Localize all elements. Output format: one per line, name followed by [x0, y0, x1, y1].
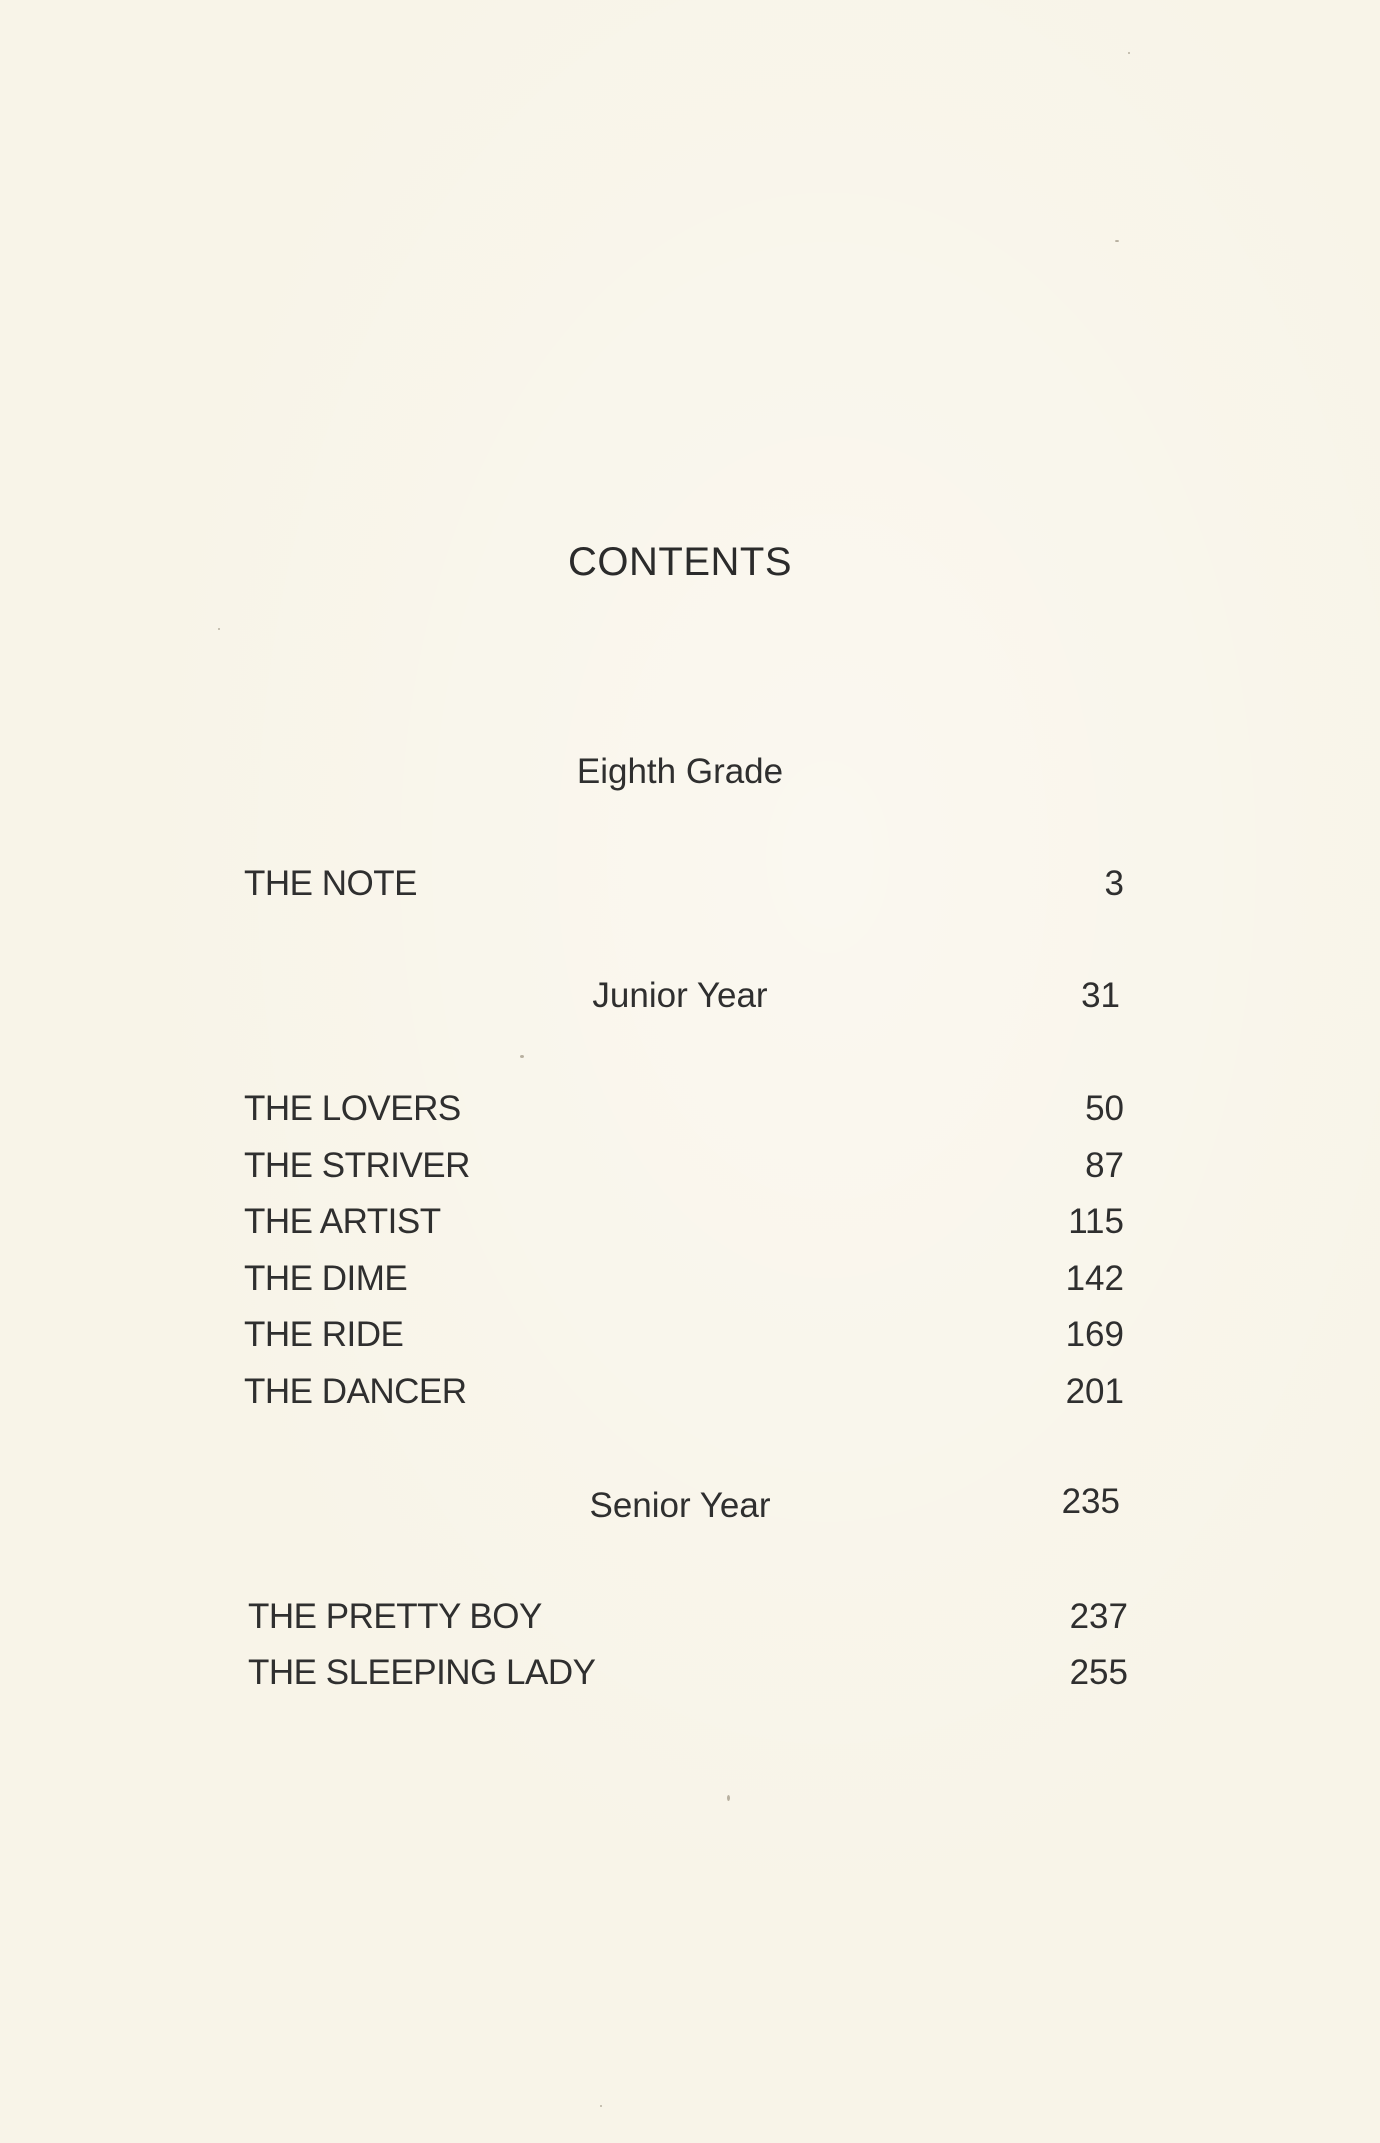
paper-speck	[1115, 240, 1119, 242]
paper-speck	[600, 2105, 602, 2107]
toc-entry	[244, 1202, 1124, 1252]
section-heading-senior-year: Senior Year	[589, 1486, 771, 1525]
toc-entry-title: THE ARTIST	[244, 1202, 441, 1241]
toc-entry	[244, 1315, 1124, 1365]
paper-speck	[520, 1055, 524, 1058]
toc-entry	[244, 1259, 1124, 1309]
toc-entry-page: 142	[1065, 1259, 1124, 1298]
toc-entry-title: THE PRETTY BOY	[248, 1597, 542, 1636]
toc-entry-page: 255	[1069, 1653, 1128, 1692]
section-heading-junior-year: Junior Year	[592, 976, 768, 1015]
toc-entry-title: THE NOTE	[244, 864, 417, 903]
section-heading-page: 31	[1081, 976, 1120, 1015]
toc-entry-page: 3	[1104, 864, 1124, 903]
toc-entry-title: THE SLEEPING LADY	[248, 1653, 596, 1692]
contents-title: CONTENTS	[568, 540, 792, 584]
toc-entry-title: THE STRIVER	[244, 1146, 470, 1185]
paper-speck	[218, 628, 220, 630]
toc-entry	[244, 864, 1124, 914]
toc-entry	[244, 1146, 1124, 1196]
toc-entry-page: 169	[1065, 1315, 1124, 1354]
paper-speck	[727, 1795, 730, 1801]
toc-entry-page: 201	[1065, 1372, 1124, 1411]
toc-entry-title: THE LOVERS	[244, 1089, 461, 1128]
toc-entry-title: THE DIME	[244, 1259, 408, 1298]
toc-entry	[248, 1653, 1128, 1703]
paper-speck	[1128, 52, 1130, 54]
toc-entry-page: 237	[1069, 1597, 1128, 1636]
section-heading-eighth-grade: Eighth Grade	[576, 752, 784, 791]
section-heading-page: 235	[1061, 1482, 1120, 1521]
toc-entry-page: 115	[1068, 1202, 1124, 1241]
toc-entry-title: THE RIDE	[244, 1315, 404, 1354]
toc-entry-title: THE DANCER	[244, 1372, 467, 1411]
toc-entry-page: 87	[1085, 1146, 1124, 1185]
toc-entry	[244, 1372, 1124, 1422]
toc-entry	[244, 1089, 1124, 1139]
toc-entry-page: 50	[1085, 1089, 1124, 1128]
toc-entry	[248, 1597, 1128, 1647]
